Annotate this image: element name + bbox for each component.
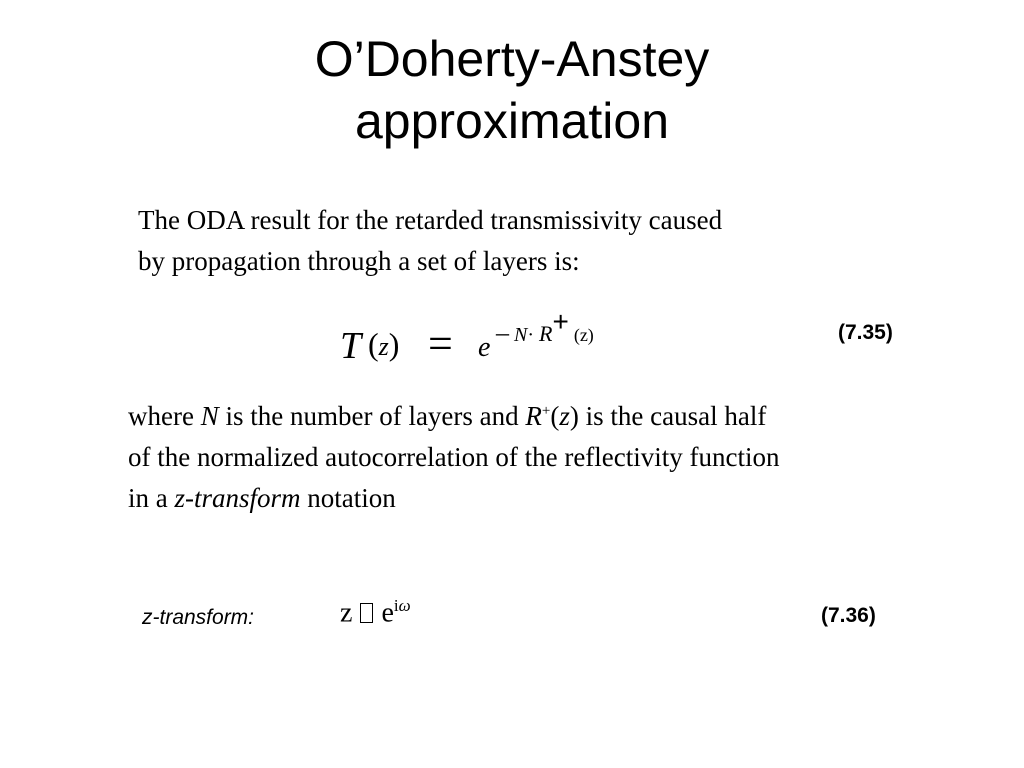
para-text: where <box>128 401 201 431</box>
equation-7-35 <box>336 306 656 372</box>
eq1-exp-arg: (z) <box>573 325 594 345</box>
para-text: in a <box>128 483 175 513</box>
eq1-arg-open: ( <box>368 326 379 362</box>
para-line-3 <box>128 478 988 519</box>
para-text: notation <box>300 483 396 513</box>
eq1-plus: + <box>552 306 569 337</box>
missing-glyph-box-icon <box>360 603 373 623</box>
eq2-superscript <box>394 596 411 615</box>
eq2-lhs: z <box>340 597 353 629</box>
para-z: z <box>559 401 570 431</box>
eq1-equals: = <box>428 319 453 368</box>
eq1-T: T <box>340 325 362 367</box>
eq1-exponent <box>496 306 594 348</box>
para-text: ( <box>550 401 560 431</box>
para-text: is the number of layers and <box>218 401 526 431</box>
eq1-minus: – <box>496 318 509 347</box>
para-line-1 <box>128 396 988 437</box>
eq2-sup-omega: ω <box>398 596 411 615</box>
eq1-argument <box>368 326 399 363</box>
para-z-transform: z-transform <box>174 483 301 513</box>
eq1-arg-close: ) <box>388 326 400 362</box>
title-line-1: O’Doherty-Anstey <box>314 31 710 87</box>
eq2-rhs: e <box>381 597 394 629</box>
para-line-2: of the normalized autocorrelation of the reflectivity function <box>128 442 780 472</box>
eq1-R: R <box>539 321 553 346</box>
eq1-dot: · <box>527 324 535 346</box>
para-text: ) is the causal half <box>569 401 767 431</box>
eq2-sup-i: i <box>393 596 399 615</box>
intro-line-1: The ODA result for the retarded transmissivity caused <box>138 205 723 235</box>
para-R-superscript: + <box>541 403 551 419</box>
slide-title <box>0 28 1024 152</box>
equation-7-36 <box>340 596 411 629</box>
z-transform-label: z-transform: <box>142 606 255 629</box>
explanation-paragraph <box>128 396 988 519</box>
intro-text <box>138 200 918 282</box>
intro-line-2: by propagation through a set of layers is: <box>138 246 580 276</box>
eq1-base-e: e <box>478 332 491 363</box>
title-line-2: approximation <box>354 93 670 149</box>
equation-number-7-35: (7.35) <box>838 321 893 344</box>
eq1-arg-z: z <box>378 332 389 361</box>
equation-number-7-36: (7.36) <box>821 604 876 627</box>
eq1-N: N <box>514 324 528 346</box>
para-N: N <box>200 401 219 431</box>
para-R: R <box>525 401 542 431</box>
